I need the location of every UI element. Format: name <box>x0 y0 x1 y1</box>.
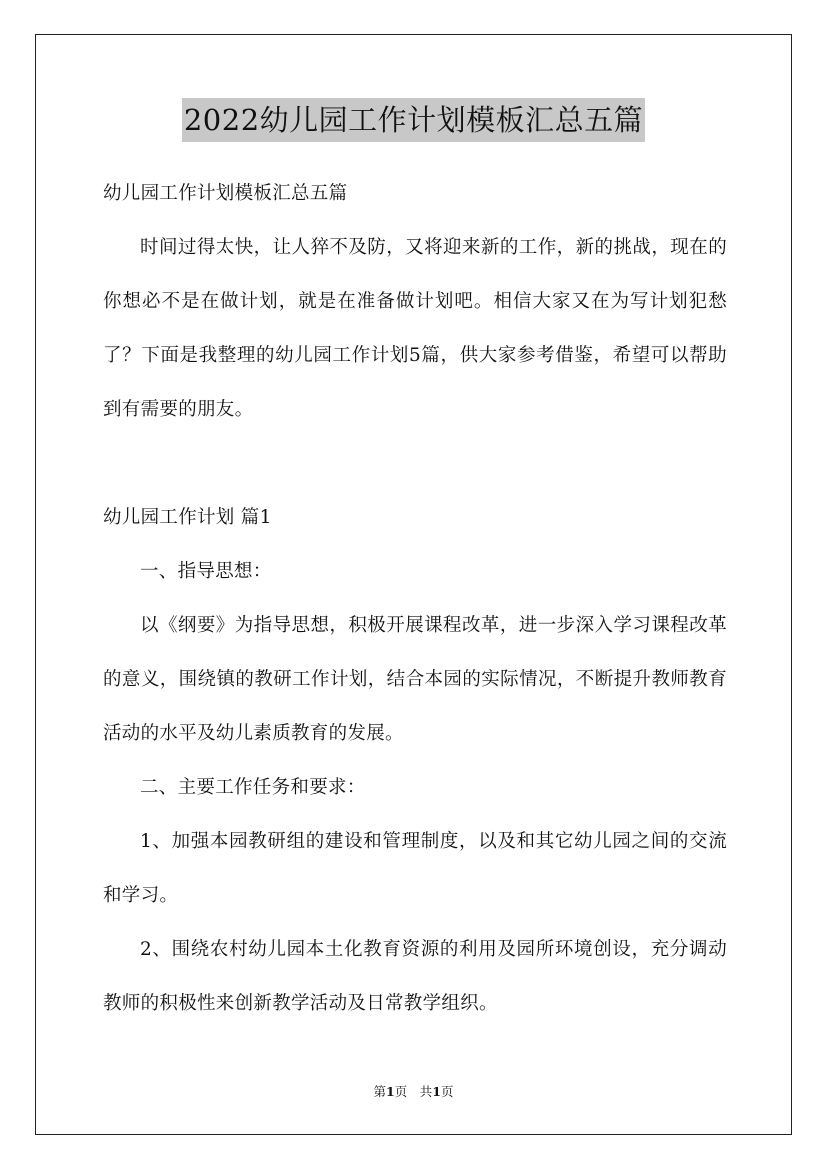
section-heading: 幼儿园工作计划 篇1 <box>103 507 272 528</box>
section-spacer <box>103 437 727 491</box>
paragraph-task-1: 1、加强本园教研组的建设和管理制度，以及和其它幼儿园之间的交流和学习。 <box>103 831 727 906</box>
footer-page-suffix: 页 <box>440 1084 454 1099</box>
footer-page-total: 1 <box>432 1084 441 1099</box>
footer-page-mid: 页 共 <box>394 1084 433 1099</box>
footer-page-prefix: 第 <box>373 1084 387 1099</box>
document-title: 2022幼儿园工作计划模板汇总五篇 <box>182 98 645 142</box>
footer-page-current: 1 <box>386 1084 395 1099</box>
title-container <box>0 98 827 142</box>
document-body <box>103 167 727 1031</box>
page-footer <box>0 1083 827 1101</box>
paragraph-task-2: 2、围绕农村幼儿园本土化教育资源的利用及园所环境创设，充分调动教师的积极性来创新教学活动及日常教学组织。 <box>103 939 727 1014</box>
paragraph-guiding-text: 以《纲要》为指导思想，积极开展课程改革，进一步深入学习课程改革的意义，围绕镇的教研工作计划，结合本园的实际情况，不断提升教师教育活动的水平及幼儿素质教育的发展。 <box>103 615 727 744</box>
paragraph-tasks-heading: 二、主要工作任务和要求： <box>140 777 366 798</box>
paragraph-guiding-heading: 一、指导思想： <box>140 561 272 582</box>
document-subtitle: 幼儿园工作计划模板汇总五篇 <box>103 183 348 204</box>
intro-paragraph: 时间过得太快，让人猝不及防，又将迎来新的工作，新的挑战，现在的你想必不是在做计划，就是在准备做计划吧。相信大家又在为写计划犯愁了？下面是我整理的幼儿园工作计划5篇，供大家参考借鉴，希望可以帮助到有需要的朋友。 <box>103 237 727 420</box>
